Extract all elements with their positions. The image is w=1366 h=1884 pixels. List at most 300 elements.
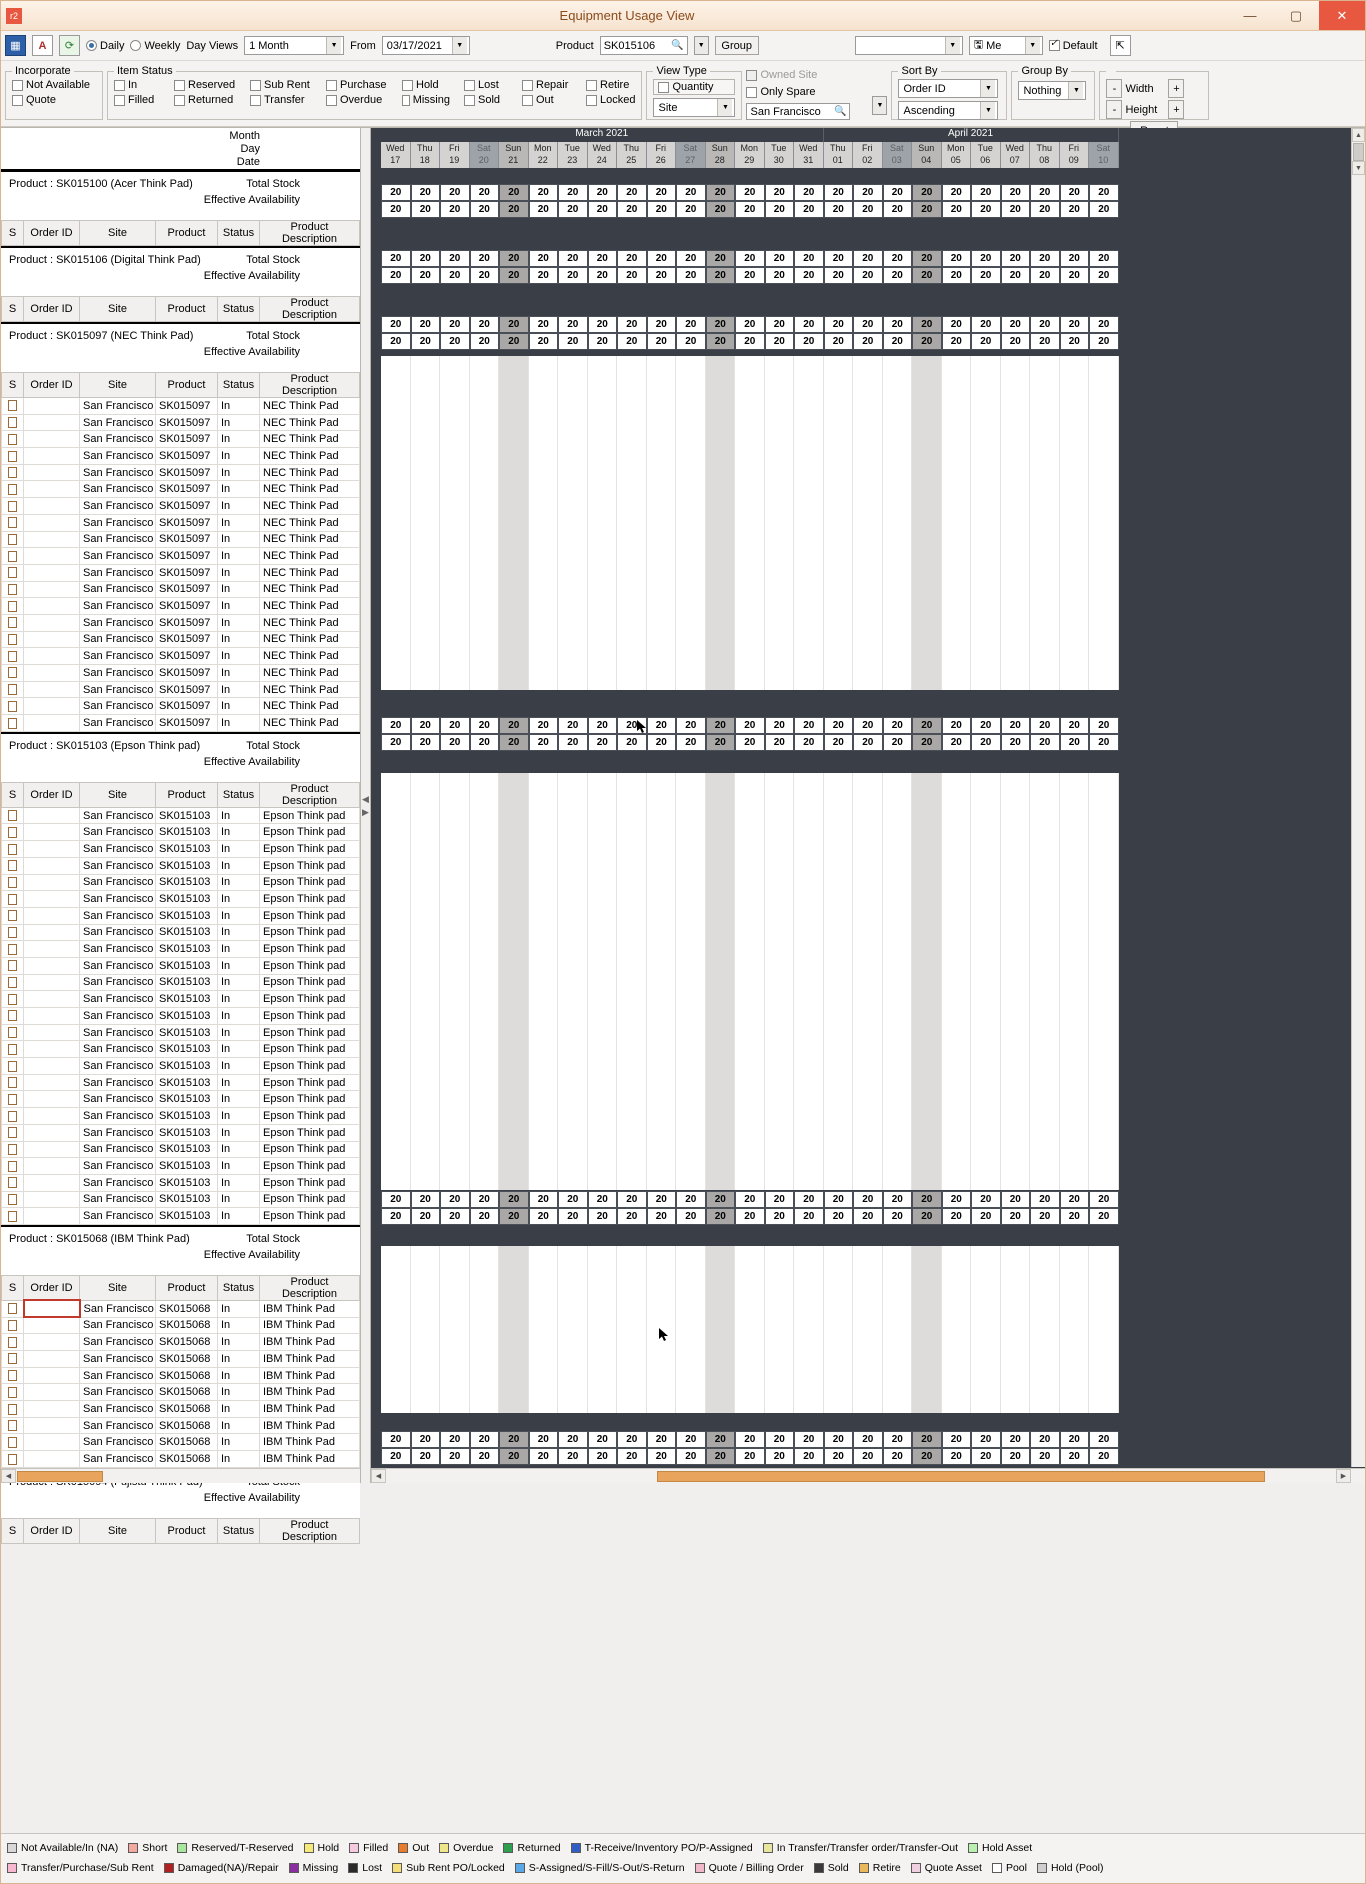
schedule-cell[interactable] — [942, 490, 972, 507]
schedule-cell[interactable] — [971, 856, 1001, 873]
schedule-cell[interactable] — [942, 957, 972, 974]
schedule-cell[interactable] — [647, 389, 677, 406]
schedule-cell[interactable] — [1060, 1263, 1090, 1280]
quantity-cell[interactable]: 20 — [942, 717, 972, 734]
row-checkbox[interactable] — [8, 400, 17, 411]
chk-repair[interactable] — [522, 79, 572, 91]
schedule-cell[interactable] — [853, 1073, 883, 1090]
schedule-cell[interactable] — [558, 490, 588, 507]
schedule-cell[interactable] — [942, 606, 972, 623]
schedule-cell[interactable] — [853, 1090, 883, 1107]
description-cell[interactable]: Epson Think pad — [260, 891, 360, 908]
status-cell[interactable]: In — [218, 648, 260, 665]
schedule-cell[interactable] — [381, 1296, 411, 1313]
schedule-cell[interactable] — [912, 1296, 942, 1313]
quantity-cell[interactable]: 20 — [499, 734, 529, 751]
schedule-cell[interactable] — [588, 873, 618, 890]
schedule-cell[interactable] — [499, 1107, 529, 1124]
schedule-cell[interactable] — [1089, 1346, 1119, 1363]
quantity-cell[interactable]: 20 — [765, 201, 795, 218]
schedule-cell[interactable] — [1089, 873, 1119, 890]
schedule-cell[interactable] — [529, 856, 559, 873]
schedule-cell[interactable] — [912, 373, 942, 390]
row-checkbox[interactable] — [8, 977, 17, 988]
schedule-cell[interactable] — [529, 1023, 559, 1040]
schedule-cell[interactable] — [470, 1090, 500, 1107]
schedule-cell[interactable] — [647, 656, 677, 673]
schedule-cell[interactable] — [942, 840, 972, 857]
schedule-cell[interactable] — [558, 1263, 588, 1280]
product-cell[interactable]: SK015068 — [156, 1401, 218, 1418]
row-checkbox-cell[interactable] — [2, 1108, 24, 1125]
schedule-cell[interactable] — [647, 1073, 677, 1090]
schedule-row[interactable] — [381, 1157, 1351, 1174]
schedule-cell[interactable] — [588, 823, 618, 840]
schedule-cell[interactable] — [1030, 506, 1060, 523]
description-cell[interactable]: Epson Think pad — [260, 1158, 360, 1175]
schedule-cell[interactable] — [912, 640, 942, 657]
schedule-cell[interactable] — [440, 1363, 470, 1380]
table-row[interactable] — [2, 1108, 360, 1125]
schedule-cell[interactable] — [794, 656, 824, 673]
site-cell[interactable]: San Francisco — [80, 431, 156, 448]
schedule-cell[interactable] — [706, 1107, 736, 1124]
schedule-cell[interactable] — [971, 907, 1001, 924]
schedule-cell[interactable] — [411, 356, 441, 373]
schedule-cell[interactable] — [440, 1140, 470, 1157]
schedule-cell[interactable] — [1001, 1007, 1031, 1024]
order-id-cell[interactable] — [24, 448, 80, 465]
description-cell[interactable]: NEC Think Pad — [260, 531, 360, 548]
site-cell[interactable]: San Francisco — [80, 1434, 156, 1451]
schedule-cell[interactable] — [971, 473, 1001, 490]
schedule-cell[interactable] — [735, 506, 765, 523]
order-id-cell[interactable] — [24, 1451, 80, 1468]
quantity-cell[interactable]: 20 — [1060, 250, 1090, 267]
schedule-cell[interactable] — [794, 1090, 824, 1107]
schedule-cell[interactable] — [470, 1174, 500, 1191]
schedule-cell[interactable] — [1060, 873, 1090, 890]
row-checkbox-cell[interactable] — [2, 874, 24, 891]
schedule-cell[interactable] — [499, 606, 529, 623]
site-cell[interactable]: San Francisco — [80, 1367, 156, 1384]
schedule-cell[interactable] — [735, 1296, 765, 1313]
quantity-cell[interactable]: 20 — [588, 734, 618, 751]
chk-quote[interactable] — [12, 94, 96, 106]
schedule-cell[interactable] — [765, 1174, 795, 1191]
timeline-day-header[interactable] — [440, 142, 470, 168]
quantity-cell[interactable]: 20 — [470, 1208, 500, 1225]
group-by-combo[interactable] — [1018, 81, 1086, 100]
schedule-cell[interactable] — [794, 606, 824, 623]
column-header[interactable]: Site — [80, 373, 156, 398]
schedule-cell[interactable] — [971, 1090, 1001, 1107]
schedule-cell[interactable] — [824, 406, 854, 423]
quantity-cell[interactable]: 20 — [440, 1208, 470, 1225]
product-cell[interactable]: SK015097 — [156, 548, 218, 565]
schedule-cell[interactable] — [912, 1346, 942, 1363]
schedule-cell[interactable] — [971, 573, 1001, 590]
schedule-cell[interactable] — [1089, 606, 1119, 623]
quantity-cell[interactable]: 20 — [1030, 1431, 1060, 1448]
description-cell[interactable]: Epson Think pad — [260, 974, 360, 991]
schedule-cell[interactable] — [499, 1263, 529, 1280]
row-checkbox[interactable] — [8, 827, 17, 838]
table-row[interactable] — [2, 598, 360, 615]
quantity-cell[interactable]: 20 — [1001, 267, 1031, 284]
schedule-cell[interactable] — [647, 540, 677, 557]
schedule-cell[interactable] — [676, 523, 706, 540]
schedule-cell[interactable] — [853, 1346, 883, 1363]
schedule-cell[interactable] — [794, 523, 824, 540]
column-header[interactable]: S — [2, 1275, 24, 1300]
quantity-cell[interactable]: 20 — [853, 1208, 883, 1225]
schedule-cell[interactable] — [558, 1246, 588, 1263]
schedule-cell[interactable] — [558, 456, 588, 473]
schedule-cell[interactable] — [647, 1023, 677, 1040]
schedule-cell[interactable] — [1089, 1396, 1119, 1413]
schedule-cell[interactable] — [912, 356, 942, 373]
schedule-cell[interactable] — [1089, 1140, 1119, 1157]
status-cell[interactable]: In — [218, 498, 260, 515]
quantity-cell[interactable]: 20 — [1060, 201, 1090, 218]
schedule-cell[interactable] — [529, 473, 559, 490]
schedule-cell[interactable] — [499, 389, 529, 406]
quantity-cell[interactable]: 20 — [499, 1448, 529, 1465]
schedule-cell[interactable] — [499, 1023, 529, 1040]
schedule-cell[interactable] — [824, 590, 854, 607]
schedule-cell[interactable] — [912, 656, 942, 673]
schedule-cell[interactable] — [647, 923, 677, 940]
quantity-cell[interactable]: 20 — [529, 1191, 559, 1208]
quantity-cell[interactable]: 20 — [1001, 1448, 1031, 1465]
range-combo[interactable] — [244, 36, 344, 55]
table-row[interactable] — [2, 1300, 360, 1317]
order-id-cell[interactable] — [24, 1384, 80, 1401]
schedule-cell[interactable] — [617, 1246, 647, 1263]
schedule-cell[interactable] — [1030, 389, 1060, 406]
schedule-cell[interactable] — [411, 1040, 441, 1057]
splitter-right-arrow-icon[interactable]: ▶ — [362, 806, 369, 817]
schedule-cell[interactable] — [381, 1123, 411, 1140]
chk-sub-rent[interactable] — [250, 79, 312, 91]
site-cell[interactable]: San Francisco — [80, 1008, 156, 1025]
schedule-cell[interactable] — [381, 590, 411, 607]
schedule-cell[interactable] — [499, 957, 529, 974]
quantity-cell[interactable]: 20 — [676, 734, 706, 751]
description-cell[interactable]: NEC Think Pad — [260, 631, 360, 648]
schedule-cell[interactable] — [647, 840, 677, 857]
schedule-cell[interactable] — [942, 856, 972, 873]
schedule-cell[interactable] — [765, 840, 795, 857]
schedule-cell[interactable] — [942, 1140, 972, 1157]
schedule-cell[interactable] — [824, 773, 854, 790]
table-row[interactable] — [2, 1434, 360, 1451]
quantity-cell[interactable]: 20 — [735, 250, 765, 267]
schedule-cell[interactable] — [1030, 890, 1060, 907]
equipment-table[interactable] — [1, 782, 360, 1225]
schedule-cell[interactable] — [1030, 1040, 1060, 1057]
schedule-cell[interactable] — [1001, 873, 1031, 890]
table-row[interactable] — [2, 531, 360, 548]
schedule-cell[interactable] — [765, 640, 795, 657]
schedule-cell[interactable] — [1060, 640, 1090, 657]
row-checkbox[interactable] — [8, 1404, 17, 1415]
status-cell[interactable]: In — [218, 1041, 260, 1058]
schedule-cell[interactable] — [853, 1380, 883, 1397]
schedule-cell[interactable] — [381, 456, 411, 473]
schedule-cell[interactable] — [794, 1263, 824, 1280]
row-checkbox-cell[interactable] — [2, 698, 24, 715]
schedule-cell[interactable] — [1089, 1313, 1119, 1330]
description-cell[interactable]: NEC Think Pad — [260, 665, 360, 682]
schedule-cell[interactable] — [853, 673, 883, 690]
schedule-cell[interactable] — [853, 406, 883, 423]
quantity-cell[interactable]: 20 — [794, 734, 824, 751]
schedule-row[interactable] — [381, 640, 1351, 657]
schedule-cell[interactable] — [971, 1246, 1001, 1263]
schedule-cell[interactable] — [588, 523, 618, 540]
schedule-cell[interactable] — [588, 556, 618, 573]
order-id-cell[interactable] — [24, 1434, 80, 1451]
row-checkbox[interactable] — [8, 434, 17, 445]
schedule-cell[interactable] — [440, 1246, 470, 1263]
order-id-cell[interactable] — [24, 1417, 80, 1434]
row-checkbox[interactable] — [8, 1303, 17, 1314]
schedule-cell[interactable] — [411, 1246, 441, 1263]
schedule-cell[interactable] — [558, 506, 588, 523]
schedule-cell[interactable] — [735, 1380, 765, 1397]
quantity-cell[interactable]: 20 — [647, 1448, 677, 1465]
quantity-cell[interactable]: 20 — [706, 184, 736, 201]
quantity-cell[interactable]: 20 — [942, 333, 972, 350]
schedule-cell[interactable] — [1030, 1107, 1060, 1124]
schedule-cell[interactable] — [617, 1073, 647, 1090]
schedule-cell[interactable] — [883, 423, 913, 440]
table-row[interactable] — [2, 1074, 360, 1091]
schedule-cell[interactable] — [558, 573, 588, 590]
description-cell[interactable]: NEC Think Pad — [260, 681, 360, 698]
description-cell[interactable]: NEC Think Pad — [260, 715, 360, 732]
schedule-cell[interactable] — [1060, 1057, 1090, 1074]
timeline-day-header[interactable] — [765, 142, 795, 168]
row-checkbox-cell[interactable] — [2, 398, 24, 415]
schedule-cell[interactable] — [647, 907, 677, 924]
schedule-cell[interactable] — [706, 773, 736, 790]
schedule-cell[interactable] — [588, 1073, 618, 1090]
schedule-cell[interactable] — [676, 573, 706, 590]
schedule-cell[interactable] — [1001, 806, 1031, 823]
schedule-cell[interactable] — [1030, 1346, 1060, 1363]
schedule-cell[interactable] — [735, 1329, 765, 1346]
schedule-cell[interactable] — [647, 1040, 677, 1057]
product-cell[interactable]: SK015103 — [156, 1158, 218, 1175]
schedule-cell[interactable] — [529, 506, 559, 523]
product-cell[interactable]: SK015097 — [156, 564, 218, 581]
description-cell[interactable]: Epson Think pad — [260, 907, 360, 924]
quantity-cell[interactable]: 20 — [676, 267, 706, 284]
schedule-cell[interactable] — [529, 923, 559, 940]
schedule-cell[interactable] — [499, 907, 529, 924]
schedule-cell[interactable] — [647, 356, 677, 373]
product-cell[interactable]: SK015103 — [156, 1124, 218, 1141]
schedule-cell[interactable] — [381, 1040, 411, 1057]
schedule-cell[interactable] — [1060, 1279, 1090, 1296]
schedule-cell[interactable] — [1089, 523, 1119, 540]
table-row[interactable] — [2, 715, 360, 732]
schedule-cell[interactable] — [647, 556, 677, 573]
schedule-cell[interactable] — [1089, 673, 1119, 690]
schedule-cell[interactable] — [883, 790, 913, 807]
view-type-site-chevron-icon[interactable]: ▼ — [717, 99, 732, 116]
schedule-cell[interactable] — [558, 873, 588, 890]
schedule-cell[interactable] — [883, 523, 913, 540]
schedule-row[interactable] — [381, 790, 1351, 807]
table-row[interactable] — [2, 431, 360, 448]
quantity-cell[interactable]: 20 — [381, 1431, 411, 1448]
schedule-cell[interactable] — [676, 373, 706, 390]
schedule-cell[interactable] — [440, 606, 470, 623]
table-row[interactable] — [2, 1008, 360, 1025]
schedule-cell[interactable] — [647, 890, 677, 907]
schedule-cell[interactable] — [1001, 773, 1031, 790]
schedule-cell[interactable] — [617, 1346, 647, 1363]
schedule-row[interactable] — [381, 1380, 1351, 1397]
quantity-cell[interactable]: 20 — [381, 717, 411, 734]
schedule-cell[interactable] — [1060, 1346, 1090, 1363]
schedule-cell[interactable] — [794, 490, 824, 507]
schedule-cell[interactable] — [883, 940, 913, 957]
quantity-cell[interactable]: 20 — [1089, 1191, 1119, 1208]
schedule-cell[interactable] — [765, 523, 795, 540]
schedule-cell[interactable] — [1030, 623, 1060, 640]
schedule-cell[interactable] — [381, 990, 411, 1007]
site-cell[interactable]: San Francisco — [80, 1158, 156, 1175]
quantity-cell[interactable]: 20 — [824, 1208, 854, 1225]
schedule-cell[interactable] — [765, 573, 795, 590]
quantity-cell[interactable]: 20 — [558, 717, 588, 734]
schedule-cell[interactable] — [971, 1107, 1001, 1124]
schedule-cell[interactable] — [706, 823, 736, 840]
quantity-cell[interactable]: 20 — [440, 201, 470, 218]
schedule-cell[interactable] — [824, 1346, 854, 1363]
schedule-row[interactable] — [381, 590, 1351, 607]
schedule-cell[interactable] — [381, 923, 411, 940]
schedule-cell[interactable] — [1060, 940, 1090, 957]
quantity-cell[interactable]: 20 — [558, 333, 588, 350]
schedule-cell[interactable] — [735, 873, 765, 890]
schedule-cell[interactable] — [1060, 1073, 1090, 1090]
schedule-cell[interactable] — [942, 907, 972, 924]
schedule-cell[interactable] — [824, 540, 854, 557]
quantity-cell[interactable]: 20 — [912, 333, 942, 350]
schedule-row[interactable] — [381, 623, 1351, 640]
schedule-cell[interactable] — [470, 406, 500, 423]
column-header[interactable]: Order ID — [24, 1275, 80, 1300]
column-header[interactable]: Product Description — [260, 297, 360, 322]
schedule-cell[interactable] — [588, 506, 618, 523]
schedule-cell[interactable] — [824, 1040, 854, 1057]
schedule-cell[interactable] — [971, 406, 1001, 423]
table-row[interactable] — [2, 464, 360, 481]
schedule-cell[interactable] — [942, 1363, 972, 1380]
schedule-cell[interactable] — [381, 406, 411, 423]
schedule-cell[interactable] — [765, 556, 795, 573]
schedule-row[interactable] — [381, 840, 1351, 857]
schedule-cell[interactable] — [411, 606, 441, 623]
schedule-cell[interactable] — [558, 406, 588, 423]
row-checkbox-cell[interactable] — [2, 1008, 24, 1025]
schedule-cell[interactable] — [1001, 490, 1031, 507]
schedule-cell[interactable] — [853, 923, 883, 940]
schedule-cell[interactable] — [617, 523, 647, 540]
schedule-cell[interactable] — [1089, 540, 1119, 557]
quantity-cell[interactable]: 20 — [765, 1191, 795, 1208]
schedule-cell[interactable] — [735, 1363, 765, 1380]
schedule-cell[interactable] — [912, 1380, 942, 1397]
quantity-cell[interactable]: 20 — [499, 250, 529, 267]
schedule-cell[interactable] — [1089, 790, 1119, 807]
quantity-cell[interactable]: 20 — [617, 250, 647, 267]
quantity-cell[interactable]: 20 — [1089, 1208, 1119, 1225]
schedule-cell[interactable] — [470, 1246, 500, 1263]
schedule-cell[interactable] — [647, 1090, 677, 1107]
schedule-cell[interactable] — [440, 823, 470, 840]
schedule-cell[interactable] — [499, 1123, 529, 1140]
schedule-cell[interactable] — [470, 1313, 500, 1330]
status-cell[interactable]: In — [218, 564, 260, 581]
quantity-cell[interactable]: 20 — [647, 201, 677, 218]
order-id-cell[interactable] — [24, 414, 80, 431]
schedule-cell[interactable] — [440, 1123, 470, 1140]
schedule-cell[interactable] — [735, 1346, 765, 1363]
order-id-cell[interactable] — [24, 957, 80, 974]
schedule-cell[interactable] — [794, 823, 824, 840]
row-checkbox-cell[interactable] — [2, 1334, 24, 1351]
blank-combo-chevron-icon[interactable]: ▼ — [945, 37, 960, 54]
status-cell[interactable]: In — [218, 1401, 260, 1418]
schedule-cell[interactable] — [676, 640, 706, 657]
quantity-cell[interactable]: 20 — [971, 1431, 1001, 1448]
quantity-cell[interactable]: 20 — [883, 717, 913, 734]
schedule-cell[interactable] — [942, 1040, 972, 1057]
quantity-cell[interactable]: 20 — [440, 250, 470, 267]
row-checkbox[interactable] — [8, 1437, 17, 1448]
row-checkbox-cell[interactable] — [2, 1367, 24, 1384]
quantity-cell[interactable]: 20 — [381, 316, 411, 333]
schedule-cell[interactable] — [676, 823, 706, 840]
schedule-cell[interactable] — [558, 389, 588, 406]
schedule-cell[interactable] — [971, 973, 1001, 990]
schedule-cell[interactable] — [912, 1123, 942, 1140]
row-checkbox-cell[interactable] — [2, 548, 24, 565]
schedule-cell[interactable] — [411, 1023, 441, 1040]
schedule-cell[interactable] — [853, 1313, 883, 1330]
row-checkbox[interactable] — [8, 860, 17, 871]
schedule-cell[interactable] — [470, 1396, 500, 1413]
column-header[interactable]: S — [2, 297, 24, 322]
product-cell[interactable]: SK015103 — [156, 1024, 218, 1041]
schedule-cell[interactable] — [853, 940, 883, 957]
schedule-cell[interactable] — [1030, 1363, 1060, 1380]
schedule-cell[interactable] — [1089, 1380, 1119, 1397]
schedule-cell[interactable] — [883, 1157, 913, 1174]
schedule-cell[interactable] — [558, 907, 588, 924]
view-type-site-combo[interactable] — [653, 98, 735, 117]
schedule-cell[interactable] — [706, 1090, 736, 1107]
equipment-table[interactable] — [1, 372, 360, 732]
schedule-cell[interactable] — [824, 1007, 854, 1024]
